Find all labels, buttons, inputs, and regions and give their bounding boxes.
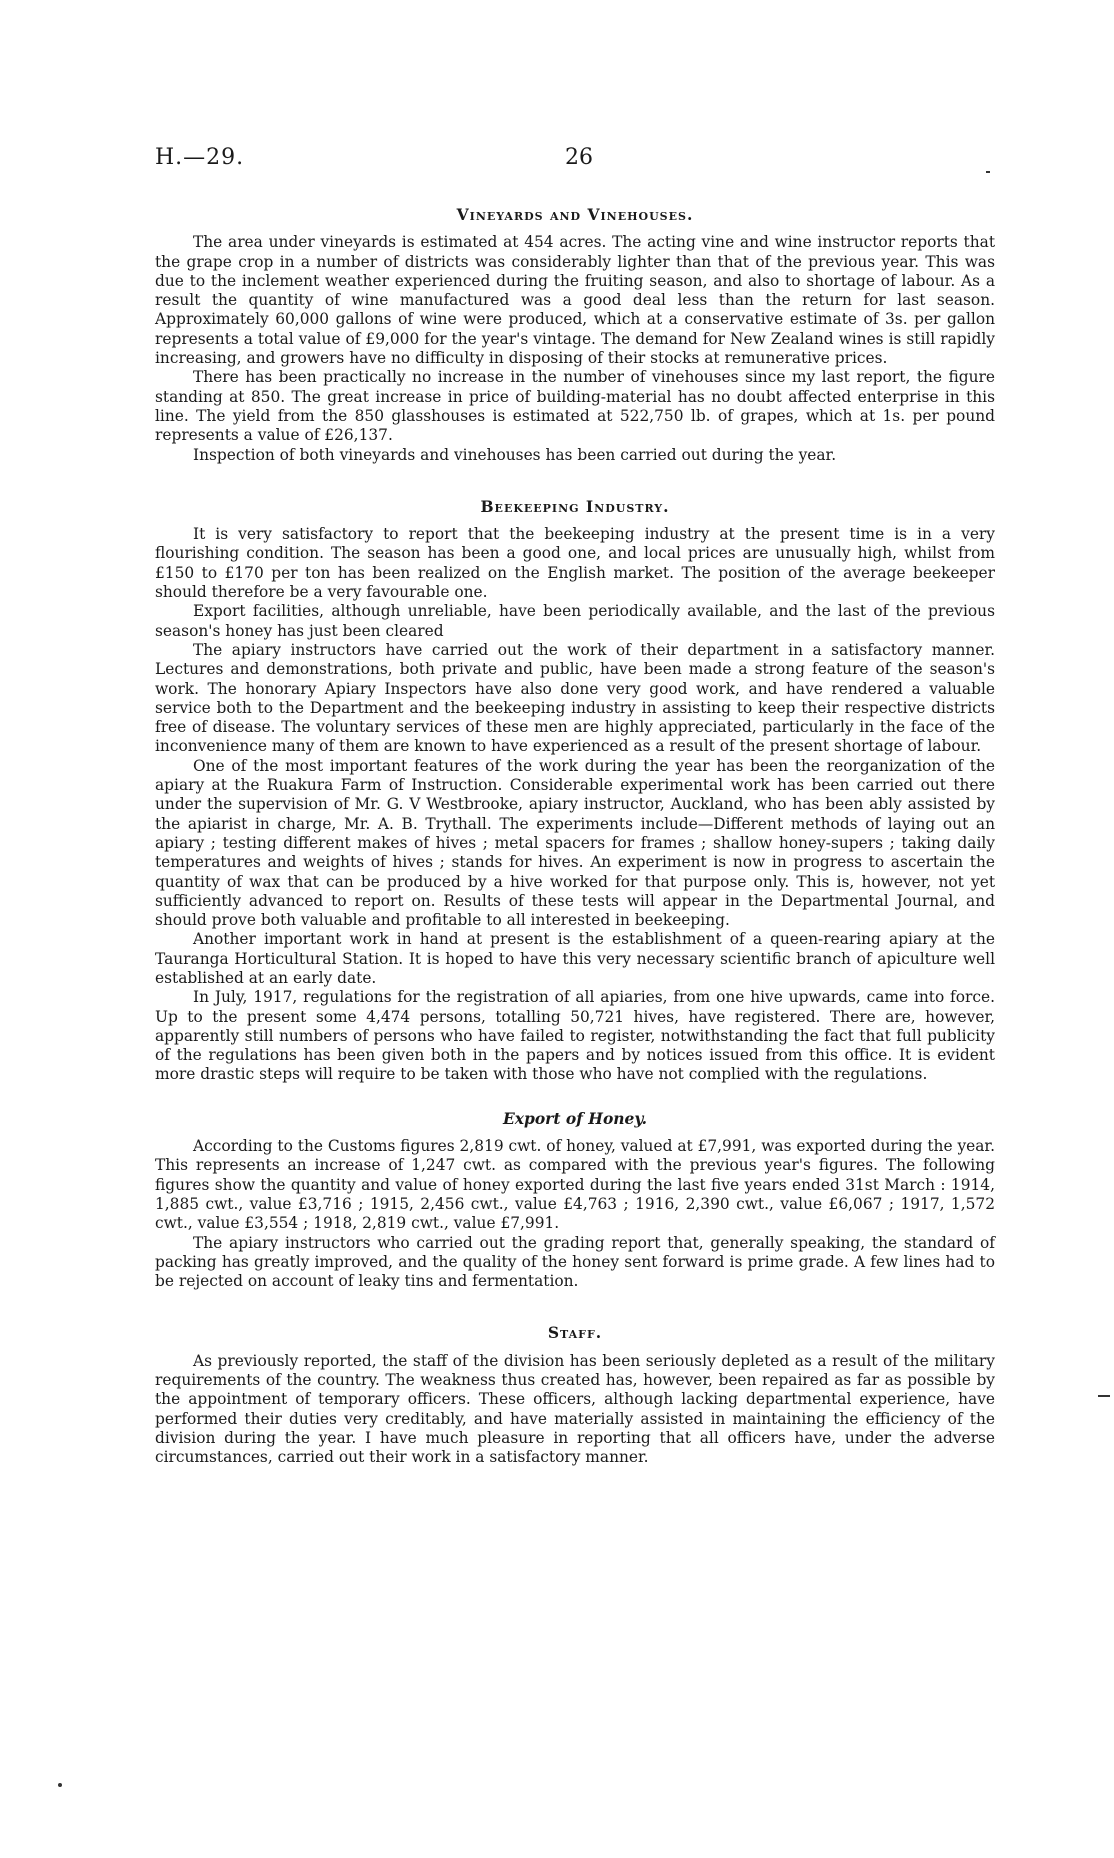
paragraph: In July, 1917, regulations for the registration of all apiaries, from one hive upwards, came into force. Up to the present some 4,474 persons, totalling 50,721 hives, have registered. There are, however, apparently still numbers of persons who have failed to register, notwithstanding the fact that full publicity of the regulations has been given both in the papers and by notices issued from this office. It is evident more drastic steps will require to be taken with those who have not complied with the regulations. [155,988,995,1084]
document-reference: H.—29. [155,145,245,170]
section-beekeeping [155,497,995,1085]
paragraph: One of the most important features of the work during the year has been the reorganization of the apiary at the Ruakura Farm of Instruction. Considerable experimental work has been carried out there under the supervision of Mr. G. V Westbrooke, apiary instructor, Auckland, who has been ably assisted by the apiarist in charge, Mr. A. B. Trythall. The experiments include—Different methods of laying out an apiary ; testing different makes of hives ; metal spacers for frames ; shallow honey-supers ; taking daily temperatures and weights of hives ; stands for hives. An experiment is now in progress to ascertain the quantity of wax that can be produced by a hive worked for that purpose only. This is, however, not yet sufficiently advanced to report on. Results of these tests will appear in the Departmental Journal, and should prove both valuable and profitable to all interested in beekeeping. [155,756,995,930]
section-vineyards [155,205,995,465]
document-body [155,205,995,1468]
section-spacer [155,1291,995,1323]
section-title: Export of Honey. [502,1108,648,1128]
paragraph: As previously reported, the staff of the division has been seriously depleted as a result of the military requirements of the country. The weakness thus created has, however, been repaired as far as possible by the appointment of temporary officers. These officers, although lacking departmental experience, have performed their duties very creditably, and have materially assisted in maintaining the efficiency of the division during the year. I have much pleasure in reporting that all officers have, under the adverse circumstances, carried out their work in a satisfactory manner. [155,1351,995,1467]
scan-mark [1098,1395,1110,1397]
section-title: Beekeeping Industry. [480,496,670,516]
paragraph: There has been practically no increase in the number of vinehouses since my last report, the figure standing at 850. The great increase in price of building-material has no doubt affected enterprise in this line. The yield from the 850 glasshouses is estimated at 522,750 lb. of grapes, which at 1s. per pound represents a value of £26,137. [155,368,995,445]
paragraph: It is very satisfactory to report that the beekeeping industry at the present time is in a very flourishing condition. The season has been a good one, and local prices are unusually high, whilst from £150 to £170 per ton has been realized on the English market. The position of the average beekeeper should therefore be a very favourable one. [155,525,995,602]
paragraph: According to the Customs figures 2,819 cwt. of honey, valued at £7,991, was exported during the year. This represents an increase of 1,247 cwt. as compared with the previous year's figures. The following figures show the quantity and value of honey exported during the last five years ended 31st March : 1914, 1,885 cwt., value £3,716 ; 1915, 2,456 cwt., value £4,763 ; 1916, 2,390 cwt., value £6,067 ; 1917, 1,572 cwt., value £3,554 ; 1918, 2,819 cwt., value £7,991. [155,1137,995,1233]
scan-mark [58,1783,62,1787]
section-spacer [155,1085,995,1109]
section-spacer [155,465,995,497]
paragraph: The apiary instructors have carried out the work of their department in a satisfactory manner. Lectures and demonstrations, both private and public, have been made a strong feature of the season's work. The honorary Apiary Inspectors have also done very good work, and have rendered a valuable service both to the Department and the beekeeping industry in assisting to keep their respective districts free of disease. The voluntary services of these men are highly appreciated, particularly in the face of the inconvenience many of them are known to have experienced as a result of the present shortage of labour. [155,640,995,756]
paragraph: Another important work in hand at present is the establishment of a queen-rearing apiary at the Tauranga Horticultural Station. It is hoped to have this very necessary scientific branch of apiculture well established at an early date. [155,930,995,987]
paragraph: The apiary instructors who carried out the grading report that, generally speaking, the standard of packing has greatly improved, and the quality of the honey sent forward is prime grade. A few lines had to be rejected on account of leaky tins and fermentation. [155,1233,995,1291]
paragraph: Export facilities, although unreliable, have been periodically available, and the last of the previous season's honey has just been cleared [155,602,995,640]
page-header [155,145,1025,175]
scan-mark [986,171,990,173]
paragraph: The area under vineyards is estimated at 454 acres. The acting vine and wine instructor reports that the grape crop in a number of districts was considerably lighter than that of the previous year. This was due to the inclement weather experienced during the fruiting season, and also to shortage of labour. As a result the quantity of wine manufactured was a good deal less than the return for last season. Approximately 60,000 gallons of wine were produced, which at a conservative estimate of 3s. per gallon represents a total value of £9,000 for the year's vintage. The demand for New Zealand wines is still rapidly increasing, and growers have no difficulty in disposing of their stocks at remunerative prices. [155,233,995,368]
page-number: 26 [565,145,593,170]
paragraph: Inspection of both vineyards and vinehouses has been carried out during the year. [193,445,837,464]
section-export-of-honey [155,1109,995,1292]
section-staff [155,1323,995,1467]
section-title: Vineyards and Vinehouses. [456,205,694,224]
section-title: Staff. [547,1323,603,1343]
